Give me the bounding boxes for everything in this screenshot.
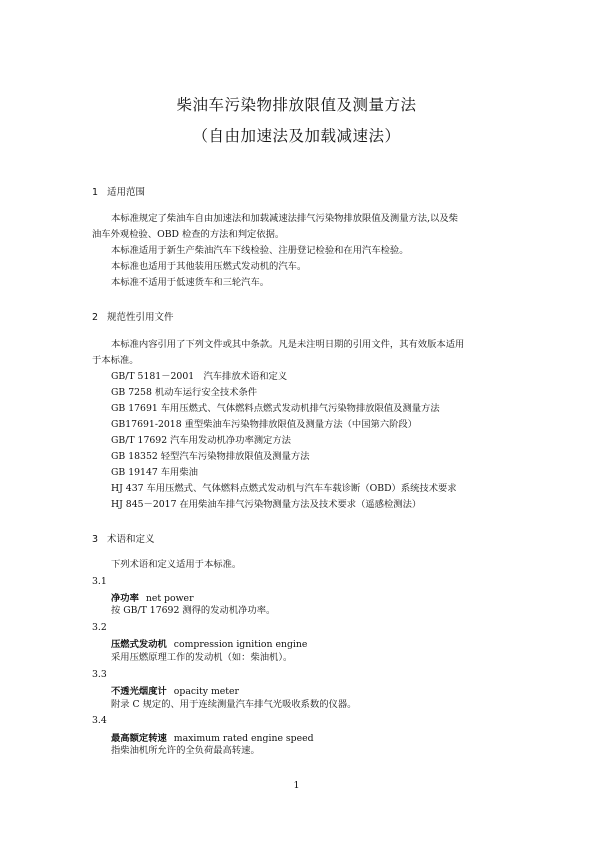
reference-item: GB 17691 车用压燃式、气体燃料点燃式发动机排气污染物排放限值及测量方法 bbox=[111, 403, 440, 414]
paragraph: 本标准也适用于其他装用压燃式发动机的汽车。 bbox=[111, 261, 307, 272]
term-entry bbox=[111, 730, 314, 744]
section-2-heading bbox=[92, 309, 174, 323]
term-number: 3.1 bbox=[92, 576, 107, 587]
term-chinese: 不透光烟度计 bbox=[111, 686, 167, 697]
term-definition: 按 GB/T 17692 测得的发动机净功率。 bbox=[111, 605, 276, 616]
term-number: 3.3 bbox=[92, 669, 107, 680]
document-subtitle: （自由加速法及加载减速法） bbox=[192, 127, 401, 145]
section-3-heading bbox=[92, 531, 155, 545]
term-definition: 采用压燃原理工作的发动机（如：柴油机）。 bbox=[111, 652, 293, 663]
section-number: 1 bbox=[92, 187, 99, 198]
term-entry bbox=[111, 636, 307, 650]
term-chinese: 净功率 bbox=[111, 593, 139, 604]
term-english: maximum rated engine speed bbox=[173, 733, 314, 744]
paragraph: 油车外观检验、OBD 检查的方法和判定依据。 bbox=[92, 229, 285, 240]
term-definition: 附录 C 规定的、用于连续测量汽车排气光吸收系数的仪器。 bbox=[111, 699, 357, 710]
reference-item: GB/T 5181－2001 汽车排放术语和定义 bbox=[111, 371, 288, 382]
reference-item: GB 18352 轻型汽车污染物排放限值及测量方法 bbox=[111, 451, 310, 462]
section-number: 2 bbox=[92, 312, 99, 323]
paragraph: 本标准适用于新生产柴油汽车下线检验、注册登记检验和在用汽车检验。 bbox=[111, 245, 409, 256]
term-entry bbox=[111, 683, 239, 697]
term-english: net power bbox=[145, 593, 194, 604]
page-number: 1 bbox=[293, 780, 300, 791]
reference-item: GB17691-2018 重型柴油车污染物排放限值及测量方法（中国第六阶段） bbox=[111, 419, 418, 430]
term-definition: 指柴油机所允许的全负荷最高转速。 bbox=[111, 745, 260, 756]
reference-item: GB/T 17692 汽车用发动机净功率测定方法 bbox=[111, 435, 291, 446]
section-title: 规范性引用文件 bbox=[107, 312, 174, 323]
reference-item: HJ 437 车用压燃式、气体燃料点燃式发动机与汽车车载诊断（OBD）系统技术要求 bbox=[111, 483, 457, 494]
term-entry bbox=[111, 590, 194, 604]
term-english: compression ignition engine bbox=[173, 639, 308, 650]
section-1-heading bbox=[92, 184, 145, 198]
term-chinese: 最高额定转速 bbox=[111, 733, 167, 744]
paragraph: 本标准内容引用了下列文件或其中条款。凡是未注明日期的引用文件，其有效版本适用 bbox=[111, 339, 465, 350]
paragraph: 本标准规定了柴油车自由加速法和加载减速法排气污染物排放限值及测量方法,以及柴 bbox=[111, 213, 458, 224]
term-number: 3.2 bbox=[92, 622, 107, 633]
term-number: 3.4 bbox=[92, 715, 107, 726]
term-chinese: 压燃式发动机 bbox=[111, 639, 167, 650]
paragraph: 下列术语和定义适用于本标准。 bbox=[111, 559, 242, 570]
paragraph: 本标准不适用于低速货车和三轮汽车。 bbox=[111, 277, 270, 288]
reference-item: HJ 845－2017 在用柴油车排气污染物测量方法及技术要求（遥感检测法） bbox=[111, 499, 422, 510]
section-title: 适用范围 bbox=[107, 187, 146, 198]
section-title: 术语和定义 bbox=[107, 534, 155, 545]
term-english: opacity meter bbox=[173, 686, 239, 697]
reference-item: GB 7258 机动车运行安全技术条件 bbox=[111, 387, 258, 398]
section-number: 3 bbox=[92, 534, 99, 545]
document-title: 柴油车污染物排放限值及测量方法 bbox=[176, 96, 417, 114]
paragraph: 于本标准。 bbox=[92, 355, 139, 366]
reference-item: GB 19147 车用柴油 bbox=[111, 467, 198, 478]
